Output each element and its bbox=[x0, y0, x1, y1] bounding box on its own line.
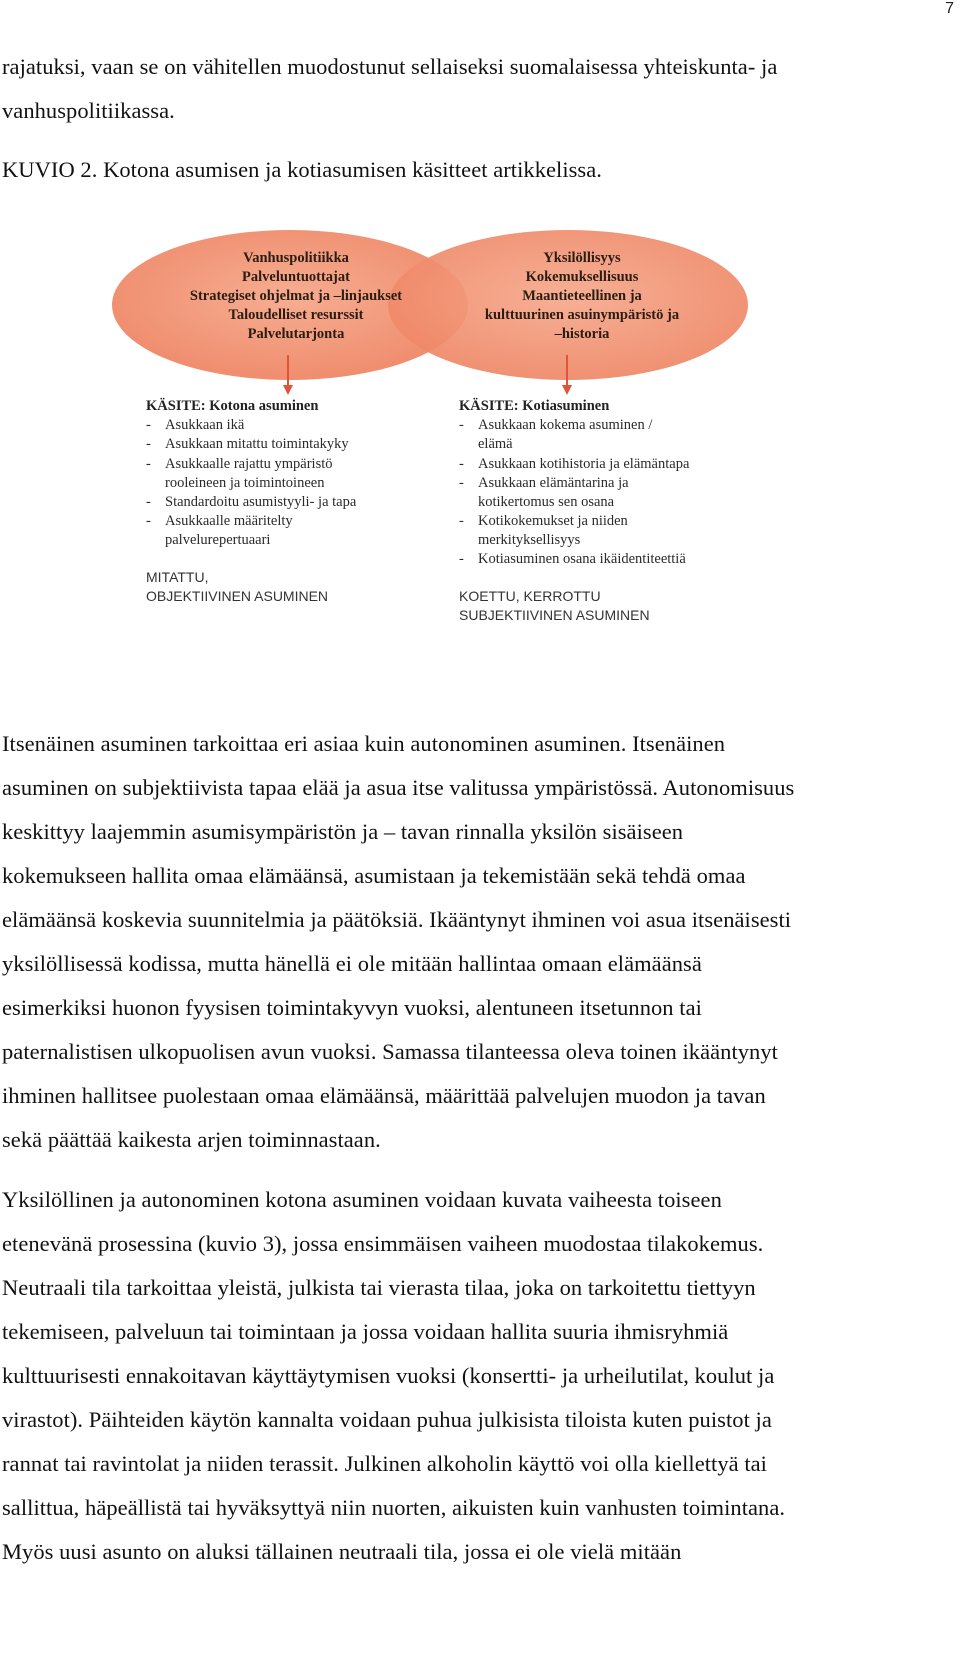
page-number: 7 bbox=[945, 0, 954, 17]
right-concept-footer: KOETTU, KERROTTU bbox=[459, 588, 601, 604]
left-concept-item: Standardoitu asumistyyli- ja tapa bbox=[165, 494, 357, 510]
left-concept-item: palvelurepertuaari bbox=[165, 532, 271, 548]
left-ellipse-line: Palvelutarjonta bbox=[247, 326, 345, 342]
left-ellipse-line: Palveluntuottajat bbox=[242, 269, 350, 285]
intro-line-1: rajatuksi, vaan se on vähitellen muodostunut sellaiseksi suomalaisessa yhteiskunta- ja bbox=[2, 54, 778, 79]
list-bullet: - bbox=[459, 417, 464, 433]
left-concept-item: rooleineen ja toimintoineen bbox=[165, 475, 325, 491]
left-concept-item: Asukkaan ikä bbox=[165, 417, 245, 433]
body-line: esimerkiksi huonon fyysisen toimintakyvyn vuoksi, alentuneen itsetunnon tai bbox=[2, 995, 702, 1020]
list-bullet: - bbox=[146, 513, 151, 529]
body-line: Itsenäinen asuminen tarkoittaa eri asiaa kuin autonominen asuminen. Itsenäinen bbox=[2, 731, 726, 756]
left-ellipse-line: Vanhuspolitiikka bbox=[243, 250, 349, 266]
left-ellipse-line: Strategiset ohjelmat ja –linjaukset bbox=[189, 288, 403, 304]
right-concept-item: merkityksellisyys bbox=[478, 532, 581, 548]
right-ellipse-line: kulttuurinen asuinympäristö ja bbox=[484, 307, 680, 323]
body-line: tekemiseen, palveluun tai toimintaan ja jossa voidaan hallita suuria ihmisryhmiä bbox=[2, 1319, 729, 1344]
list-bullet: - bbox=[459, 456, 464, 472]
body-line: sekä päättää kaikesta arjen toiminnastaan. bbox=[2, 1127, 381, 1152]
body-line: rannat tai ravintolat ja niiden terassit. Julkinen alkoholin käyttö voi olla kiellettyä tai bbox=[2, 1451, 767, 1476]
list-bullet: - bbox=[459, 551, 464, 567]
left-ellipse-line: Taloudelliset resurssit bbox=[228, 307, 364, 323]
body-line: keskittyy laajemmin asumisympäristön ja – tavan rinnalla yksilön sisäiseen bbox=[2, 819, 684, 844]
right-concept-item: Kotiasuminen osana ikäidentiteettiä bbox=[478, 551, 686, 567]
list-bullet: - bbox=[146, 436, 151, 452]
list-bullet: - bbox=[459, 475, 464, 491]
right-ellipse-line: Maantieteellinen ja bbox=[522, 288, 642, 304]
right-ellipse-line: Kokemuksellisuus bbox=[525, 269, 639, 285]
right-concept-title: KÄSITE: Kotiasuminen bbox=[459, 398, 610, 414]
body-line: elämäänsä koskevia suunnitelmia ja päätöksiä. Ikääntynyt ihminen voi asua itsenäisesti bbox=[2, 907, 792, 932]
body-line: Myös uusi asunto on aluksi tällainen neutraali tila, jossa ei ole vielä mitään bbox=[2, 1539, 682, 1564]
left-concept-item: Asukkaalle rajattu ympäristö bbox=[165, 456, 333, 472]
body-line: virastot). Päihteiden käytön kannalta voidaan puhua julkisista tiloista kuten puistot ja bbox=[2, 1407, 772, 1432]
list-bullet: - bbox=[146, 494, 151, 510]
right-concept-item: Asukkaan kotihistoria ja elämäntapa bbox=[478, 456, 690, 472]
body-line: paternalistisen ulkopuolisen avun vuoksi. Samassa tilanteessa oleva toinen ikääntynyt bbox=[2, 1039, 778, 1064]
right-concept-footer: SUBJEKTIIVINEN ASUMINEN bbox=[459, 607, 650, 623]
right-concept-item: Asukkaan kokema asuminen / bbox=[478, 417, 653, 433]
body-line: kokemukseen hallita omaa elämäänsä, asumistaan ja tekemistään sekä tehdä omaa bbox=[2, 863, 746, 888]
list-bullet: - bbox=[146, 456, 151, 472]
right-concept-item: elämä bbox=[478, 436, 513, 452]
list-bullet: - bbox=[146, 417, 151, 433]
left-concept-item: Asukkaalle määritelty bbox=[165, 513, 293, 529]
list-bullet: - bbox=[459, 513, 464, 529]
right-ellipse-line: Yksilöllisyys bbox=[543, 250, 621, 266]
concept-diagram bbox=[110, 225, 810, 675]
body-line: etenevänä prosessina (kuvio 3), jossa ensimmäisen vaiheen muodostaa tilakokemus. bbox=[2, 1231, 764, 1256]
body-line: ihminen hallitsee puolestaan omaa elämäänsä, määrittää palvelujen muodon ja tavan bbox=[2, 1083, 766, 1108]
intro-line-2: vanhuspolitiikassa. bbox=[2, 98, 175, 123]
body-line: kulttuurisesti ennakoitavan käyttäytymisen vuoksi (konsertti- ja urheilutilat, koulut ja bbox=[2, 1363, 775, 1388]
left-concept-item: Asukkaan mitattu toimintakyky bbox=[165, 436, 349, 452]
left-concept-title: KÄSITE: Kotona asuminen bbox=[146, 398, 319, 414]
left-concept-footer: OBJEKTIIVINEN ASUMINEN bbox=[146, 588, 329, 604]
left-concept-footer: MITATTU, bbox=[146, 569, 209, 585]
right-ellipse-line: –historia bbox=[554, 326, 610, 342]
body-line: Yksilöllinen ja autonominen kotona asuminen voidaan kuvata vaiheesta toiseen bbox=[2, 1187, 722, 1212]
body-line: yksilöllisessä kodissa, mutta hänellä ei ole mitään hallintaa omaan elämäänsä bbox=[2, 951, 702, 976]
right-concept-item: Asukkaan elämäntarina ja bbox=[478, 475, 629, 491]
body-line: Neutraali tila tarkoittaa yleistä, julkista tai vierasta tilaa, joka on tarkoitettu tiettyyn bbox=[2, 1275, 756, 1300]
right-concept-item: Kotikokemukset ja niiden bbox=[478, 513, 628, 529]
body-line: sallittua, häpeällistä tai hyväksyttyä niin nuorten, aikuisten kuin vanhusten toimintana. bbox=[2, 1495, 786, 1520]
figure-caption: KUVIO 2. Kotona asumisen ja kotiasumisen käsitteet artikkelissa. bbox=[2, 157, 602, 182]
right-concept-item: kotikertomus sen osana bbox=[478, 494, 615, 510]
body-line: asuminen on subjektiivista tapaa elää ja asua itse valitussa ympäristössä. Autonomisuus bbox=[2, 775, 795, 800]
